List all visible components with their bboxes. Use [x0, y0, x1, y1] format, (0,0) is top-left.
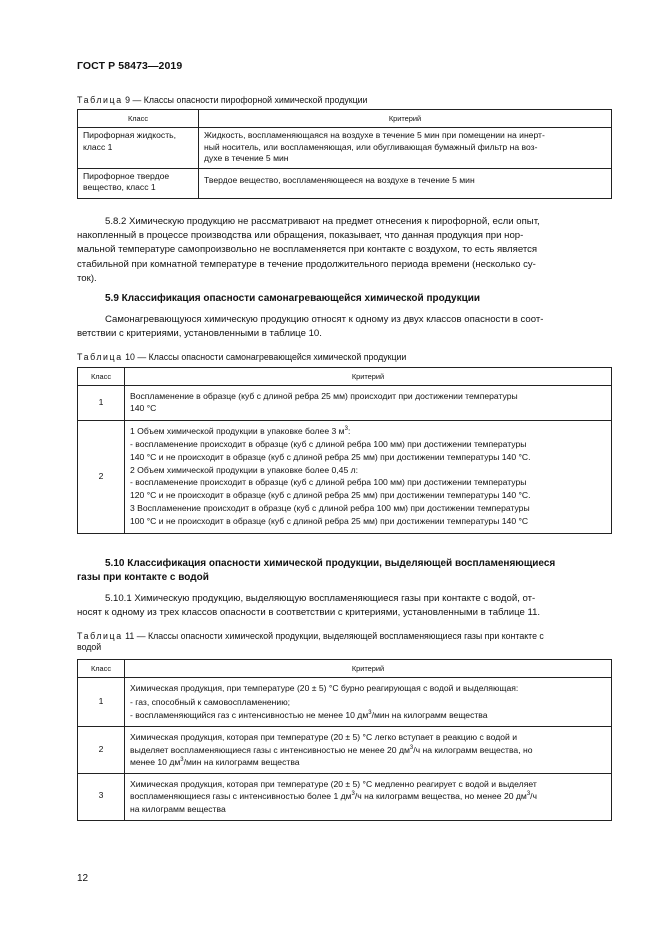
cell-text: /мин на килограмм вещества — [183, 757, 300, 768]
cell-text: - воспламеняющийся газ с интенсивностью не менее 10 дм — [130, 709, 369, 720]
table10-caption-text: 10 — Классы опасности самонагревающейся химической продукции — [122, 352, 407, 362]
superscript: 3 — [368, 709, 372, 716]
superscript: 3 — [351, 791, 355, 798]
cell-line: 140 °С и не происходит в образце (куб с длиной ребра 25 мм) при достижении температуры 140 °С. — [130, 451, 531, 462]
table-row — [78, 421, 612, 533]
cell-line: Химическая продукция, которая при температуре (20 ± 5) °С медленно реагирует с водой и выделяет — [130, 778, 537, 789]
table10-row1-criterion — [125, 386, 612, 421]
cell-line: вещество, класс 1 — [83, 182, 156, 193]
cell-text: менее 10 дм — [130, 757, 181, 768]
superscript: 3 — [344, 426, 348, 433]
table11-caption-text: 11 — Классы опасности химической продукции, выделяющей воспламеняющиеся газы при контакте с — [122, 631, 544, 641]
table9-row1-criterion — [199, 128, 612, 168]
cell-line: Химическая продукция, которая при температуре (20 ± 5) °С легко вступает в реакцию с водой и — [130, 732, 518, 743]
table9-caption-text: 9 — Классы опасности пирофорной химической продукции — [122, 95, 368, 105]
paragraph-5-8-2 — [77, 215, 613, 286]
table9-header-row — [78, 110, 612, 128]
text-line: Самонагревающуюся химическую продукцию относят к одному из двух классов опасности в соот- — [105, 314, 544, 325]
text-line: 5.8.2 Химическую продукцию не рассматривают на предмет отнесения к пирофорной, если опыт, — [105, 216, 540, 227]
table-row — [78, 386, 612, 421]
cell-line: духе в течение 5 мин — [204, 153, 289, 164]
table-row — [78, 773, 612, 820]
heading-line: газы при контакте с водой — [77, 572, 209, 584]
table9-caption — [77, 95, 622, 106]
text-line: накопленный в процессе производства или обращения, показывает, что данная продукция при нор- — [77, 230, 524, 242]
table9-col-criterion: Критерий — [199, 110, 612, 128]
text-line: мальной температуре самопроизвольно не воспламеняется при контакте с воздухом, то есть является — [77, 244, 538, 256]
table11-row3-class: 3 — [78, 773, 125, 820]
cell-text: /ч на килограмм вещества, но — [413, 744, 533, 755]
table9-row2-class — [78, 168, 199, 199]
table10 — [77, 367, 612, 534]
cell-line: - газ, способный к самовоспламенению; — [130, 696, 291, 707]
paragraph-5-9 — [77, 313, 613, 341]
cell-text: /ч — [530, 791, 538, 802]
table10-header-row — [78, 368, 612, 386]
cell-line: Пирофорная жидкость, — [83, 130, 177, 141]
table11-caption-word: Таблица — [77, 631, 123, 641]
cell-line: Воспламенение в образце (куб с длиной ребра 25 мм) происходит при достижении температуры — [130, 391, 518, 402]
cell-text: /мин на килограмм вещества — [371, 709, 488, 720]
cell-line — [130, 744, 606, 757]
superscript: 3 — [180, 757, 184, 764]
cell-line: на килограмм вещества — [130, 803, 226, 814]
table10-col-class: Класс — [78, 368, 125, 386]
cell-line: - воспламенение происходит в образце (куб с длиной ребра 100 мм) при достижении температуры — [130, 439, 527, 450]
heading-line: 5.10 Классификация опасности химической продукции, выделяющей воспламеняющиеся — [105, 558, 556, 569]
cell-line: 100 °С и не происходит в образце (куб с длиной ребра 25 мм) при достижении температуры 140 °С — [130, 515, 529, 526]
table9-row1-class — [78, 128, 199, 168]
cell-line: Жидкость, воспламеняющаяся на воздухе в течение 5 мин при помещении на инерт- — [204, 130, 545, 141]
cell-line: Твердое вещество, воспламеняющееся на воздухе в течение 5 мин — [204, 174, 475, 185]
cell-line: 3 Воспламенение происходит в образце (куб с длиной ребра 100 мм) при достижении температуры — [130, 503, 530, 513]
table-row — [78, 128, 612, 168]
paragraph-5-10-1 — [77, 592, 613, 620]
page-number: 12 — [77, 873, 89, 884]
cell-text: 1 Объем химической продукции в упаковке более 3 м — [130, 426, 345, 437]
table11-row2-criterion — [125, 727, 612, 774]
cell-line: 2 Объем химической продукции в упаковке более 0,45 л: — [130, 464, 359, 475]
table11-row1-class: 1 — [78, 678, 125, 727]
table9-caption-word: Таблица — [77, 95, 123, 105]
table9-row2-criterion — [199, 168, 612, 199]
cell-text: воспламеняющиеся газы с интенсивностью более 1 дм — [130, 791, 352, 802]
table11-col-criterion: Критерий — [125, 660, 612, 678]
cell-line — [130, 756, 606, 769]
cell-line: ный носитель, или воспламеняющая, или обугливающая бумажный фильтр на воз- — [204, 141, 538, 152]
table11-row2-class: 2 — [78, 727, 125, 774]
table10-caption-word: Таблица — [77, 352, 123, 362]
section-5-9-heading: 5.9 Классификация опасности самонагревающейся химической продукции — [105, 293, 481, 304]
table11-caption — [77, 631, 622, 653]
cell-line — [130, 709, 606, 722]
superscript: 3 — [409, 744, 414, 751]
table11-caption-line2: водой — [77, 642, 102, 652]
table11-col-class: Класс — [78, 660, 125, 678]
text-line: ветствии с критериями, установленными в таблице 10. — [77, 328, 322, 340]
cell-line: 120 °С и не происходит в образце (куб с длиной ребра 25 мм) при достижении температуры 140 °С. — [130, 490, 531, 501]
table10-col-criterion: Критерий — [125, 368, 612, 386]
table11-row3-criterion — [125, 773, 612, 820]
text-line: стабильной при комнатной температуре в течение продолжительного периода времени (несколько су- — [77, 258, 536, 270]
cell-line: 140 °С — [130, 402, 157, 413]
table-row — [78, 727, 612, 774]
text-line: 5.10.1 Химическую продукцию, выделяющую воспламеняющиеся газы при контакте с водой, от- — [105, 593, 536, 604]
cell-line: Пирофорное твердое — [83, 170, 170, 181]
document-header: ГОСТ Р 58473—2019 — [77, 60, 183, 72]
cell-text: : — [347, 426, 351, 437]
cell-text: /ч на килограмм вещества, но менее 20 дм — [354, 791, 527, 802]
table10-row2-class: 2 — [78, 421, 125, 533]
superscript: 3 — [526, 791, 531, 798]
cell-line: Химическая продукция, при температуре (20 ± 5) °С бурно реагирующая с водой и выделяющая: — [130, 683, 519, 694]
table10-row1-class: 1 — [78, 386, 125, 421]
cell-line: класс 1 — [83, 141, 113, 152]
section-5-10-heading — [77, 557, 615, 585]
cell-line: - воспламенение происходит в образце (куб с длиной ребра 100 мм) при достижении температуры — [130, 477, 527, 488]
table9-col-class: Класс — [78, 110, 199, 128]
cell-line — [130, 425, 606, 438]
table10-row2-criterion — [125, 421, 612, 533]
text-line: носят к одному из трех классов опасности в соответствии с критериями, установленными в таблице 11. — [77, 607, 541, 619]
table10-caption — [77, 352, 622, 363]
table-row — [78, 678, 612, 727]
cell-line — [130, 790, 606, 803]
table11-row1-criterion — [125, 678, 612, 727]
table11-header-row — [78, 660, 612, 678]
table9 — [77, 109, 612, 199]
table-row — [78, 168, 612, 199]
cell-text: выделяет воспламеняющиеся газы с интенсивностью не менее 20 дм — [130, 744, 410, 755]
text-line: ток). — [77, 272, 97, 284]
table11 — [77, 659, 612, 821]
